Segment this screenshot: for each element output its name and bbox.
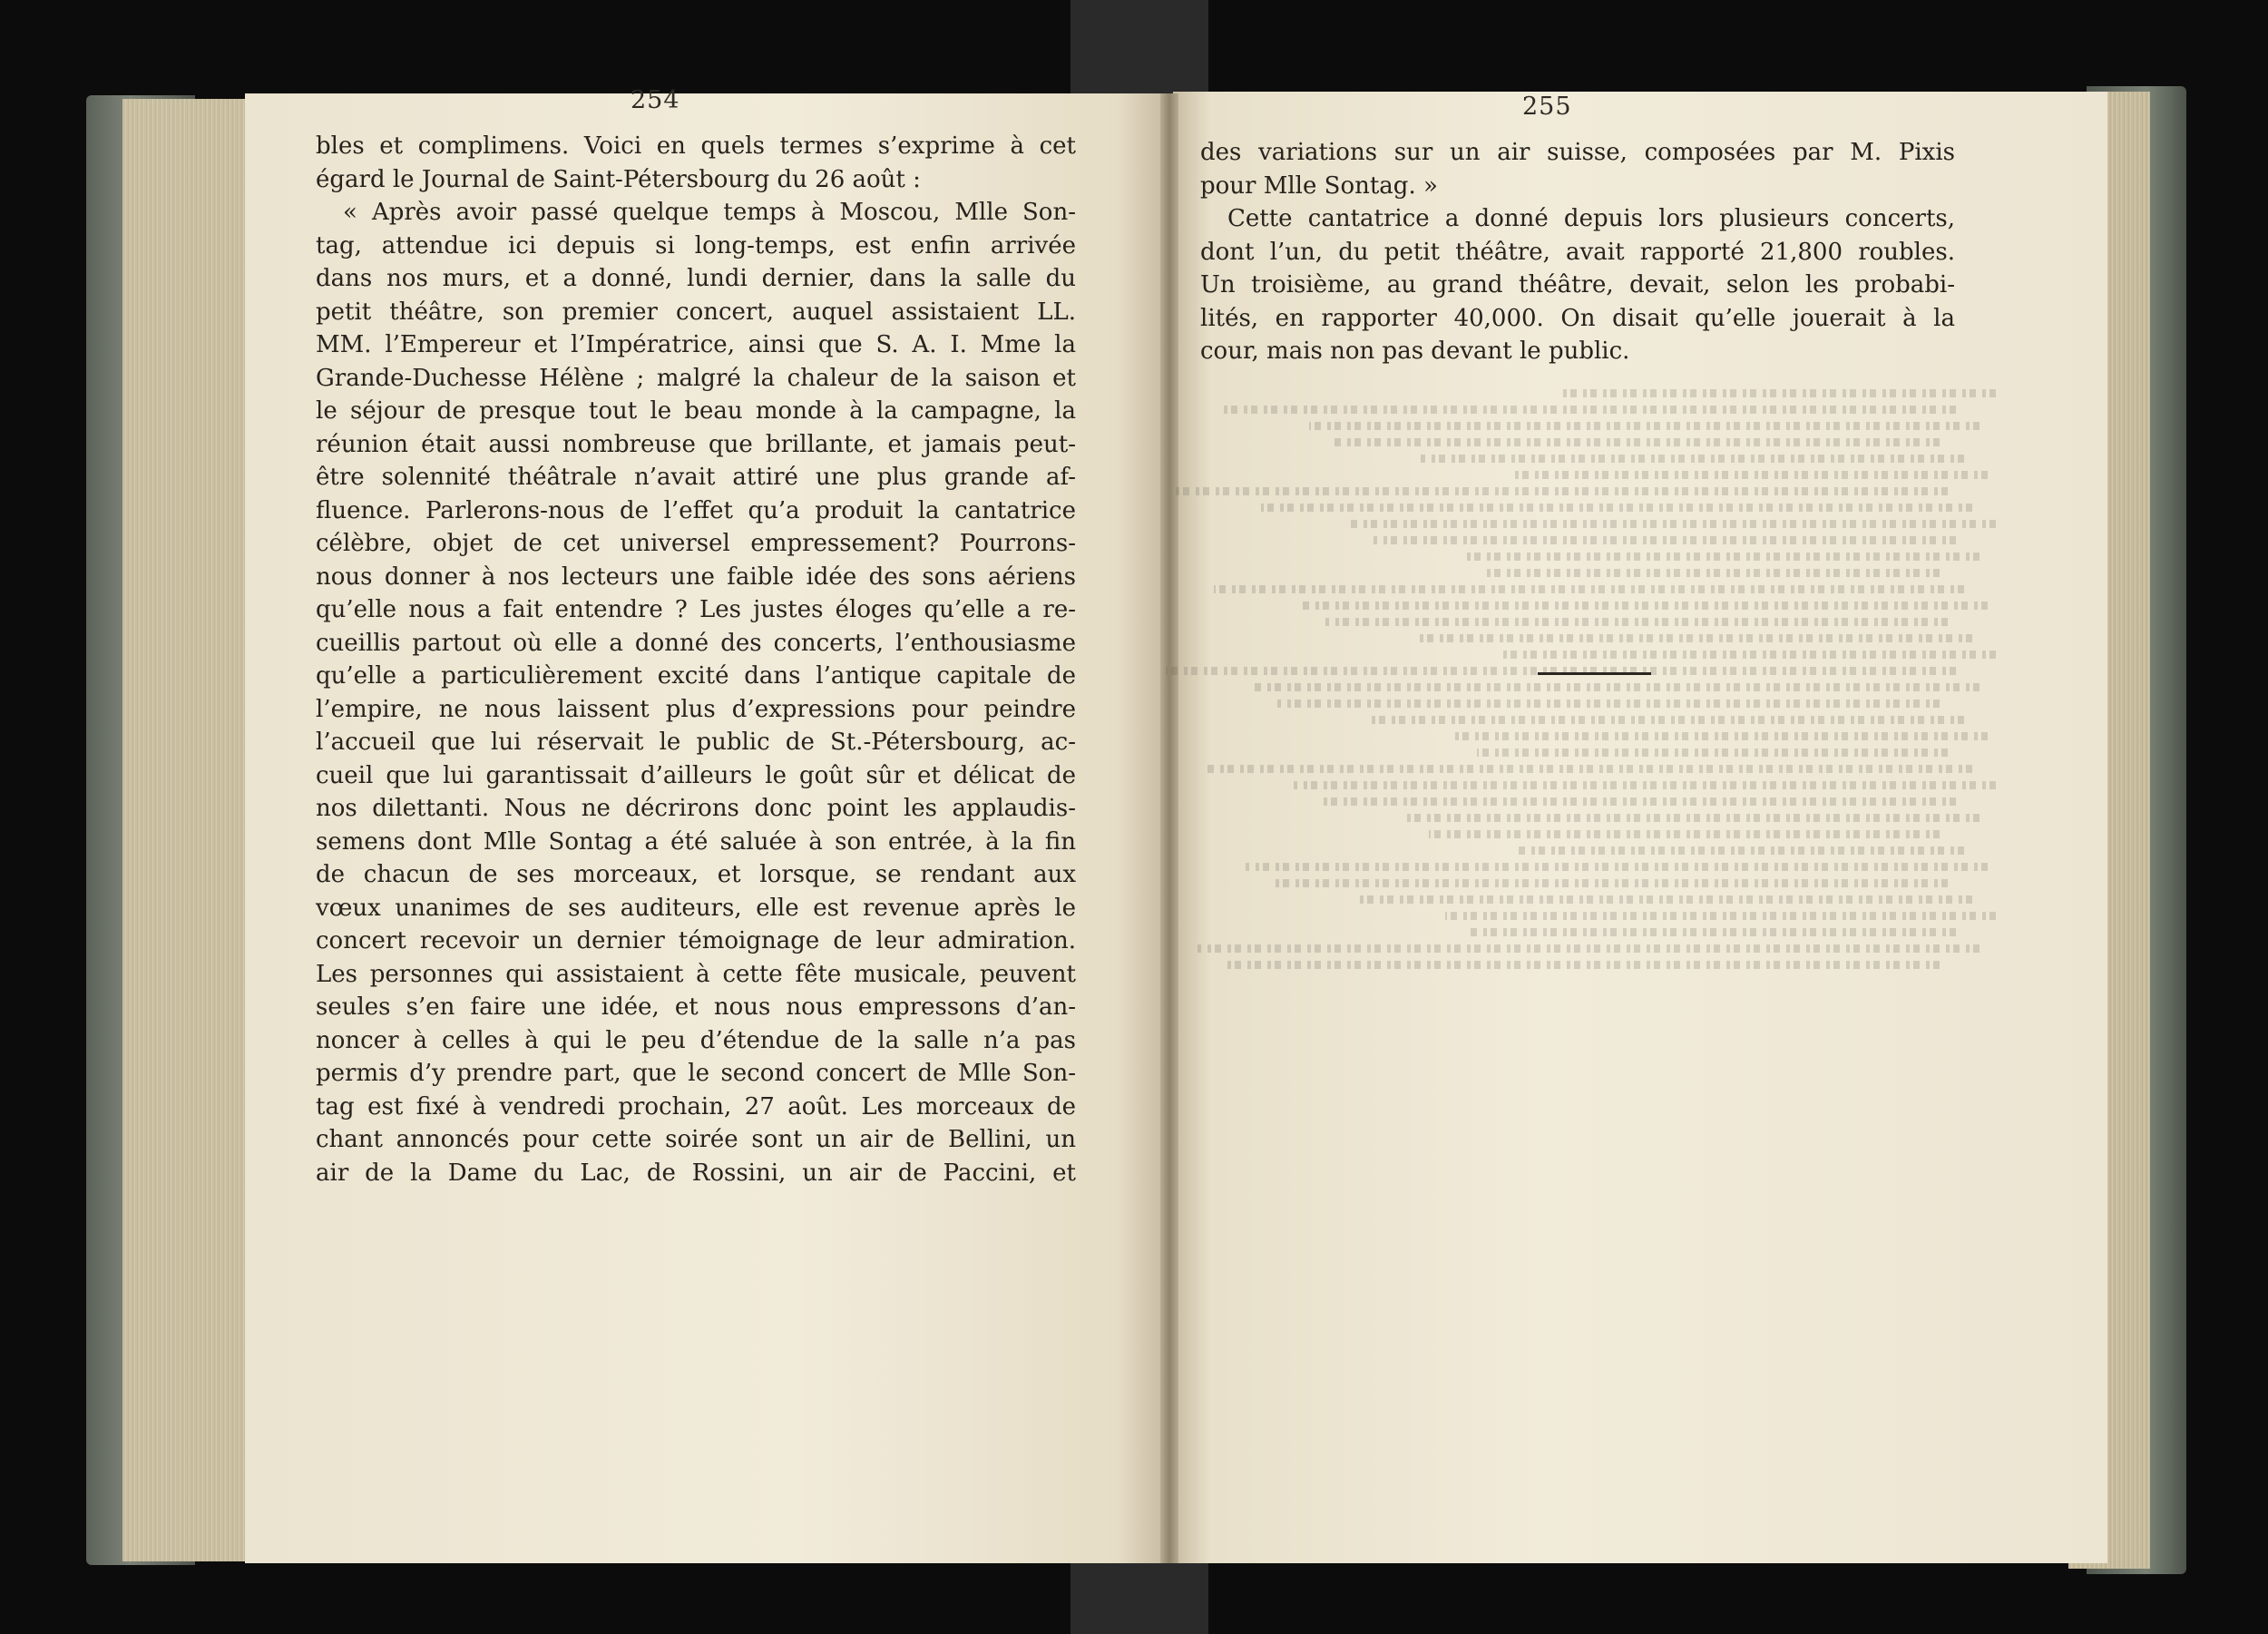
bleed-through-line xyxy=(1221,961,1940,969)
right-page-text xyxy=(1200,136,1955,368)
book-gutter xyxy=(1160,93,1178,1563)
left-page-edges xyxy=(122,99,259,1561)
text-line: qu’elle nous a fait entendre ? Les justes éloges qu’elle a re- xyxy=(316,596,1076,623)
text-line: réunion était aussi nombreuse que brillante, et jamais peut- xyxy=(316,430,1076,458)
text-line: l’empire, ne nous laissent plus d’expressions pour peindre xyxy=(316,695,1076,723)
bleed-through-line xyxy=(1277,700,1940,708)
section-rule xyxy=(1538,672,1651,675)
bleed-through-line xyxy=(1461,553,1980,561)
bleed-through-line xyxy=(1325,618,1948,626)
text-line: Un troisième, au grand théâtre, devait, selon les probabi- xyxy=(1200,271,1955,298)
bleed-through-line xyxy=(1261,504,1971,512)
bleed-through-line xyxy=(1517,846,1964,855)
text-line: cour, mais non pas devant le public. xyxy=(1200,338,1630,365)
text-line: être solennité théâtrale n’avait attiré une plus grande af- xyxy=(316,464,1076,491)
text-line: bles et complimens. Voici en quels termes s’exprime à cet xyxy=(316,132,1076,160)
bleed-through-line xyxy=(1206,765,1972,773)
bleed-through-line xyxy=(1421,455,1963,463)
right-page-number: 255 xyxy=(1522,93,1572,121)
bleed-through-line xyxy=(1309,422,1980,430)
text-line: cueil que lui garantissait d’ailleurs le goût sûr et délicat de xyxy=(316,761,1076,789)
text-line: des variations sur un air suisse, composées par M. Pixis xyxy=(1200,139,1955,166)
text-line: qu’elle a particulièrement excité dans l’antique capitale de xyxy=(316,662,1076,690)
bleed-through-line xyxy=(1501,651,1996,659)
bleed-through-line xyxy=(1214,585,1964,593)
text-line: petit théâtre, son premier concert, auquel assistaient LL. xyxy=(316,298,1076,326)
text-line: de chacun de ses morceaux, et lorsque, se rendant aux xyxy=(316,861,1076,888)
bleed-through-line xyxy=(1254,683,1980,691)
text-line: tag, attendue ici depuis si long-temps, est enfin arrivée xyxy=(316,231,1076,259)
bleed-through-line xyxy=(1453,732,1989,740)
bleed-through-line xyxy=(1557,389,1996,397)
bleed-through-line xyxy=(1413,634,1972,642)
text-line: « Après avoir passé quelque temps à Moscou, Mlle Son- xyxy=(343,199,1076,226)
bleed-through-line xyxy=(1357,895,1972,904)
text-line: seules s’en faire une idée, et nous nous empressons d’an- xyxy=(316,993,1076,1021)
text-line: célèbre, objet de cet universel empressement? Pourrons- xyxy=(316,530,1076,557)
bleed-through-line xyxy=(1198,944,1980,953)
left-page-text xyxy=(316,130,1076,1189)
text-line: nous donner à nos lecteurs une faible idée des sons aériens xyxy=(316,563,1076,591)
text-line: fluence. Parlerons-nous de l’effet qu’a produit la cantatrice xyxy=(316,496,1076,524)
bleed-through-line xyxy=(1374,536,1956,544)
bleed-through-line xyxy=(1365,716,1964,724)
text-line: tag est fixé à vendredi prochain, 27 août. Les morceaux de xyxy=(316,1092,1076,1120)
text-line: dont l’un, du petit théâtre, avait rapporté 21,800 roubles. xyxy=(1200,238,1955,266)
bleed-through-line xyxy=(1221,406,1956,414)
text-line: nos dilettanti. Nous ne décrirons donc point les applaudis- xyxy=(316,795,1076,822)
bleed-through-line xyxy=(1477,749,1948,757)
text-line: Les personnes qui assistaient à cette fête musicale, peuvent xyxy=(316,960,1076,988)
bleed-through-line xyxy=(1174,487,1949,495)
bleed-through-text xyxy=(1198,381,1996,1334)
text-line: cueillis partout où elle a donné des concerts, l’enthousiasme xyxy=(316,629,1076,657)
bleed-through-line xyxy=(1301,602,1988,610)
bleed-through-line xyxy=(1405,814,1980,822)
text-line: chant annoncés pour cette soirée sont un air de Bellini, un xyxy=(316,1126,1076,1153)
bleed-through-line xyxy=(1317,797,1956,806)
bleed-through-line xyxy=(1485,569,1941,577)
text-line: égard le Journal de Saint-Pétersbourg du 26 août : xyxy=(316,165,921,193)
text-line: Grande-Duchesse Hélène ; malgré la chaleur de la saison et xyxy=(316,364,1076,392)
text-line: semens dont Mlle Sontag a été saluée à son entrée, à la fin xyxy=(316,827,1076,856)
text-line: vœux unanimes de ses auditeurs, elle est revenue après le xyxy=(316,894,1076,922)
text-line: permis d’y prendre part, que le second concert de Mlle Son- xyxy=(316,1060,1076,1087)
text-line: lités, en rapporter 40,000. On disait qu’elle jouerait à la xyxy=(1200,304,1955,332)
bleed-through-line xyxy=(1349,520,1996,528)
bleed-through-line xyxy=(1294,781,1996,789)
text-line: l’accueil que lui réservait le public de St.-Pétersbourg, ac- xyxy=(316,729,1076,756)
text-line: Cette cantatrice a donné depuis lors plusieurs concerts, xyxy=(1227,205,1955,232)
text-line: air de la Dame du Lac, de Rossini, un air de Paccini, et xyxy=(316,1159,1076,1187)
bleed-through-line xyxy=(1469,928,1956,936)
text-line: pour Mlle Sontag. » xyxy=(1200,171,1438,200)
text-line: concert recevoir un dernier témoignage de leur admiration. xyxy=(316,927,1076,954)
bleed-through-line xyxy=(1445,912,1996,920)
text-line: noncer à celles à qui le peu d’étendue de la salle n’a pas xyxy=(316,1026,1076,1054)
bleed-through-line xyxy=(1246,863,1988,871)
text-line: MM. l’Empereur et l’Impératrice, ainsi que S. A. I. Mme la xyxy=(316,331,1076,358)
text-line: dans nos murs, et a donné, lundi dernier, dans la salle du xyxy=(316,265,1076,292)
text-line: le séjour de presque tout le beau monde à la campagne, la xyxy=(316,397,1076,425)
bleed-through-line xyxy=(1334,438,1941,446)
bleed-through-line xyxy=(1269,879,1948,887)
left-page-number: 254 xyxy=(631,86,680,114)
bleed-through-line xyxy=(1509,471,1988,479)
bleed-through-line xyxy=(1429,830,1940,838)
